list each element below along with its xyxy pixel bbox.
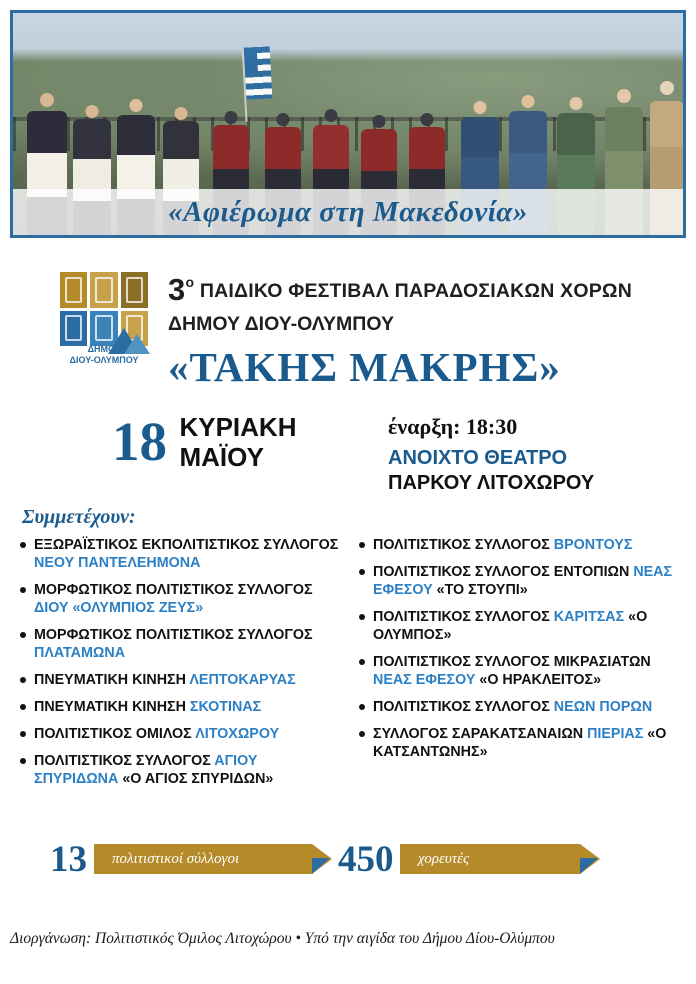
logo-tile	[90, 272, 117, 308]
participant-text: «Ο ΟΛΥΜΠΟΣ»	[373, 609, 648, 643]
stat-ribbon	[400, 844, 580, 874]
stat-label: πολιτιστικοί σύλλογοι	[112, 850, 240, 867]
participant-text: «Ο ΑΓΙΟΣ ΣΠΥΡΙΔΩΝ»	[118, 771, 274, 787]
dancer-head	[570, 97, 583, 110]
participant-item	[357, 653, 678, 689]
participants-columns	[18, 536, 678, 797]
stat-number: 450	[338, 839, 394, 880]
participant-text: «Ο ΚΑΤΣΑΝΤΩΝΗΣ»	[373, 726, 667, 760]
logo-tile	[60, 272, 87, 308]
dancer-head	[325, 109, 338, 122]
participant-highlight: ΝΕΩΝ ΠΟΡΩΝ	[553, 699, 653, 715]
participant-item	[18, 752, 339, 788]
venue-line2: ΠΑΡΚΟΥ ΛΙΤΟΧΩΡΟΥ	[388, 472, 595, 494]
participants-column-left	[18, 536, 339, 797]
participant-text: ΠΟΛΙΤΙΣΤΙΚΟΣ ΣΥΛΛΟΓΟΣ	[373, 537, 554, 553]
participant-text: ΠΝΕΥΜΑΤΙΚΗ ΚΙΝΗΣΗ	[34, 672, 190, 688]
stat-ribbon-tail	[580, 858, 598, 874]
dancer-head	[421, 113, 434, 126]
festival-edition-line	[168, 272, 672, 308]
participant-item	[18, 671, 339, 689]
participant-highlight: ΔΙΟΥ «ΟΛΥΜΠΙΟΣ ΖΕΥΣ»	[34, 600, 204, 616]
participant-highlight: ΒΡΟΝΤΟΥΣ	[553, 537, 633, 553]
dancer-head	[40, 93, 54, 107]
footer-credits: Διοργάνωση: Πολιτιστικός Όμιλος Λιτοχώρου • Υπό την αιγίδα του Δήμου Δίου-Ολύμπου	[10, 930, 555, 947]
participants-column-right	[357, 536, 678, 797]
participant-item	[357, 563, 678, 599]
participant-highlight: ΝΕΑΣ ΕΦΕΣΟΥ	[373, 672, 476, 688]
participant-text: ΠΟΛΙΤΙΣΤΙΚΟΣ ΣΥΛΛΟΓΟΣ	[373, 609, 554, 625]
participant-highlight: ΑΓΙΟΥ ΣΠΥΡΙΔΩΝΑ	[34, 753, 258, 787]
participant-text: ΠΝΕΥΜΑΤΙΚΗ ΚΙΝΗΣΗ	[34, 699, 190, 715]
festival-name: «ΤΑΚΗΣ ΜΑΚΡΗΣ»	[168, 344, 561, 390]
dancer-head	[86, 105, 99, 118]
title-block	[168, 272, 672, 391]
logo-tile	[121, 272, 148, 308]
participant-text: ΣΥΛΛΟΓΟΣ ΣΑΡΑΚΑΤΣΑΝΑΙΩΝ	[373, 726, 588, 742]
participant-text: ΕΞΩΡΑΪΣΤΙΚΟΣ ΕΚΠΟΛΙΤΙΣΤΙΚΟΣ ΣΥΛΛΟΓΟΣ	[34, 537, 339, 553]
participant-item	[18, 626, 339, 662]
participant-highlight: ΝΕΟΥ ΠΑΝΤΕΛΕΗΜΟΝΑ	[34, 555, 201, 571]
venue-block	[388, 414, 594, 496]
stats-row	[0, 836, 696, 896]
participant-highlight: ΠΛΑΤΑΜΩΝΑ	[34, 645, 126, 661]
stat-ribbon-tail	[312, 858, 330, 874]
participant-item	[18, 536, 339, 572]
dancer-head	[225, 111, 238, 124]
date-block	[112, 412, 296, 472]
logo-caption	[52, 344, 156, 366]
participant-text: ΠΟΛΙΤΙΣΤΙΚΟΣ ΣΥΛΛΟΓΟΣ ΕΝΤΟΠΙΩΝ	[373, 564, 634, 580]
date-words	[179, 412, 296, 472]
logo-caption-line2: ΔΙΟΥ-ΟΛΥΜΠΟΥ	[69, 355, 139, 365]
participant-text: «Ο ΗΡΑΚΛΕΙΤΟΣ»	[475, 672, 602, 688]
dancer-head	[373, 115, 386, 128]
logo-caption-line1: ΔΗΜΟΣ	[87, 344, 121, 354]
municipality-logo	[52, 272, 156, 376]
date-weekday: ΚΥΡΙΑΚΗ	[179, 412, 297, 442]
dancer-head	[660, 81, 674, 95]
participant-item	[18, 581, 339, 617]
festival-title-line2: ΔΗΜΟΥ ΔΙΟΥ-ΟΛΥΜΠΟΥ	[168, 313, 394, 335]
participant-text: ΜΟΡΦΩΤΙΚΟΣ ΠΟΛΙΤΙΣΤΙΚΟΣ ΣΥΛΛΟΓΟΣ	[34, 582, 313, 598]
participant-highlight: ΛΕΠΤΟΚΑΡΥΑΣ	[189, 672, 296, 688]
participant-item	[18, 698, 339, 716]
dancer-head	[474, 101, 487, 114]
edition-number: 3	[168, 272, 186, 307]
participant-item	[357, 725, 678, 761]
dancer-head	[175, 107, 188, 120]
logo-tile	[60, 311, 87, 347]
date-day: 18	[112, 411, 167, 472]
participant-text: «ΤΟ ΣΤΟΥΠΙ»	[432, 582, 528, 598]
stat-ribbon	[94, 844, 312, 874]
hero-caption: «Αφιέρωμα στη Μακεδονία»	[168, 195, 528, 228]
participant-highlight: ΚΑΡΙΤΣΑΣ	[553, 609, 625, 625]
participant-highlight: ΛΙΤΟΧΩΡΟΥ	[195, 726, 280, 742]
participant-text: ΠΟΛΙΤΙΣΤΙΚΟΣ ΣΥΛΛΟΓΟΣ	[373, 699, 554, 715]
dancer-head	[277, 113, 290, 126]
dancer-head	[130, 99, 143, 112]
participant-highlight: ΝΕΑΣ ΕΦΕΣΟΥ	[373, 564, 673, 598]
venue-line1: ΑΝΟΙΧΤΟ ΘΕΑΤΡΟ	[388, 447, 568, 469]
date-month: ΜΑΪΟΥ	[179, 442, 264, 472]
participant-text: ΠΟΛΙΤΙΣΤΙΚΟΣ ΟΜΙΛΟΣ	[34, 726, 196, 742]
participant-highlight: ΣΚΟΤΙΝΑΣ	[189, 699, 262, 715]
stat-number: 13	[50, 839, 87, 880]
hero-caption-bar	[13, 189, 683, 235]
dancer-head	[522, 95, 535, 108]
participant-text: ΠΟΛΙΤΙΣΤΙΚΟΣ ΣΥΛΛΟΓΟΣ ΜΙΚΡΑΣΙΑΤΩΝ	[373, 654, 651, 670]
hero-banner	[10, 10, 686, 238]
dancer-head	[617, 89, 631, 103]
participant-highlight: ΠΙΕΡΙΑΣ	[587, 726, 644, 742]
participant-item	[357, 698, 678, 716]
start-time: έναρξη: 18:30	[388, 414, 518, 439]
participant-item	[357, 608, 678, 644]
participants-heading: Συμμετέχουν:	[22, 506, 136, 528]
stat-label: χορευτές	[418, 850, 470, 867]
edition-ordinal-suffix: ο	[185, 274, 195, 290]
festival-title-line1: ΠΑΙΔΙΚΟ ΦΕΣΤΙΒΑΛ ΠΑΡΑΔΟΣΙΑΚΩΝ ΧΟΡΩΝ	[199, 280, 633, 302]
participant-item	[18, 725, 339, 743]
participant-text: ΜΟΡΦΩΤΙΚΟΣ ΠΟΛΙΤΙΣΤΙΚΟΣ ΣΥΛΛΟΓΟΣ	[34, 627, 313, 643]
participant-text: ΠΟΛΙΤΙΣΤΙΚΟΣ ΣΥΛΛΟΓΟΣ	[34, 753, 215, 769]
participant-item	[357, 536, 678, 554]
